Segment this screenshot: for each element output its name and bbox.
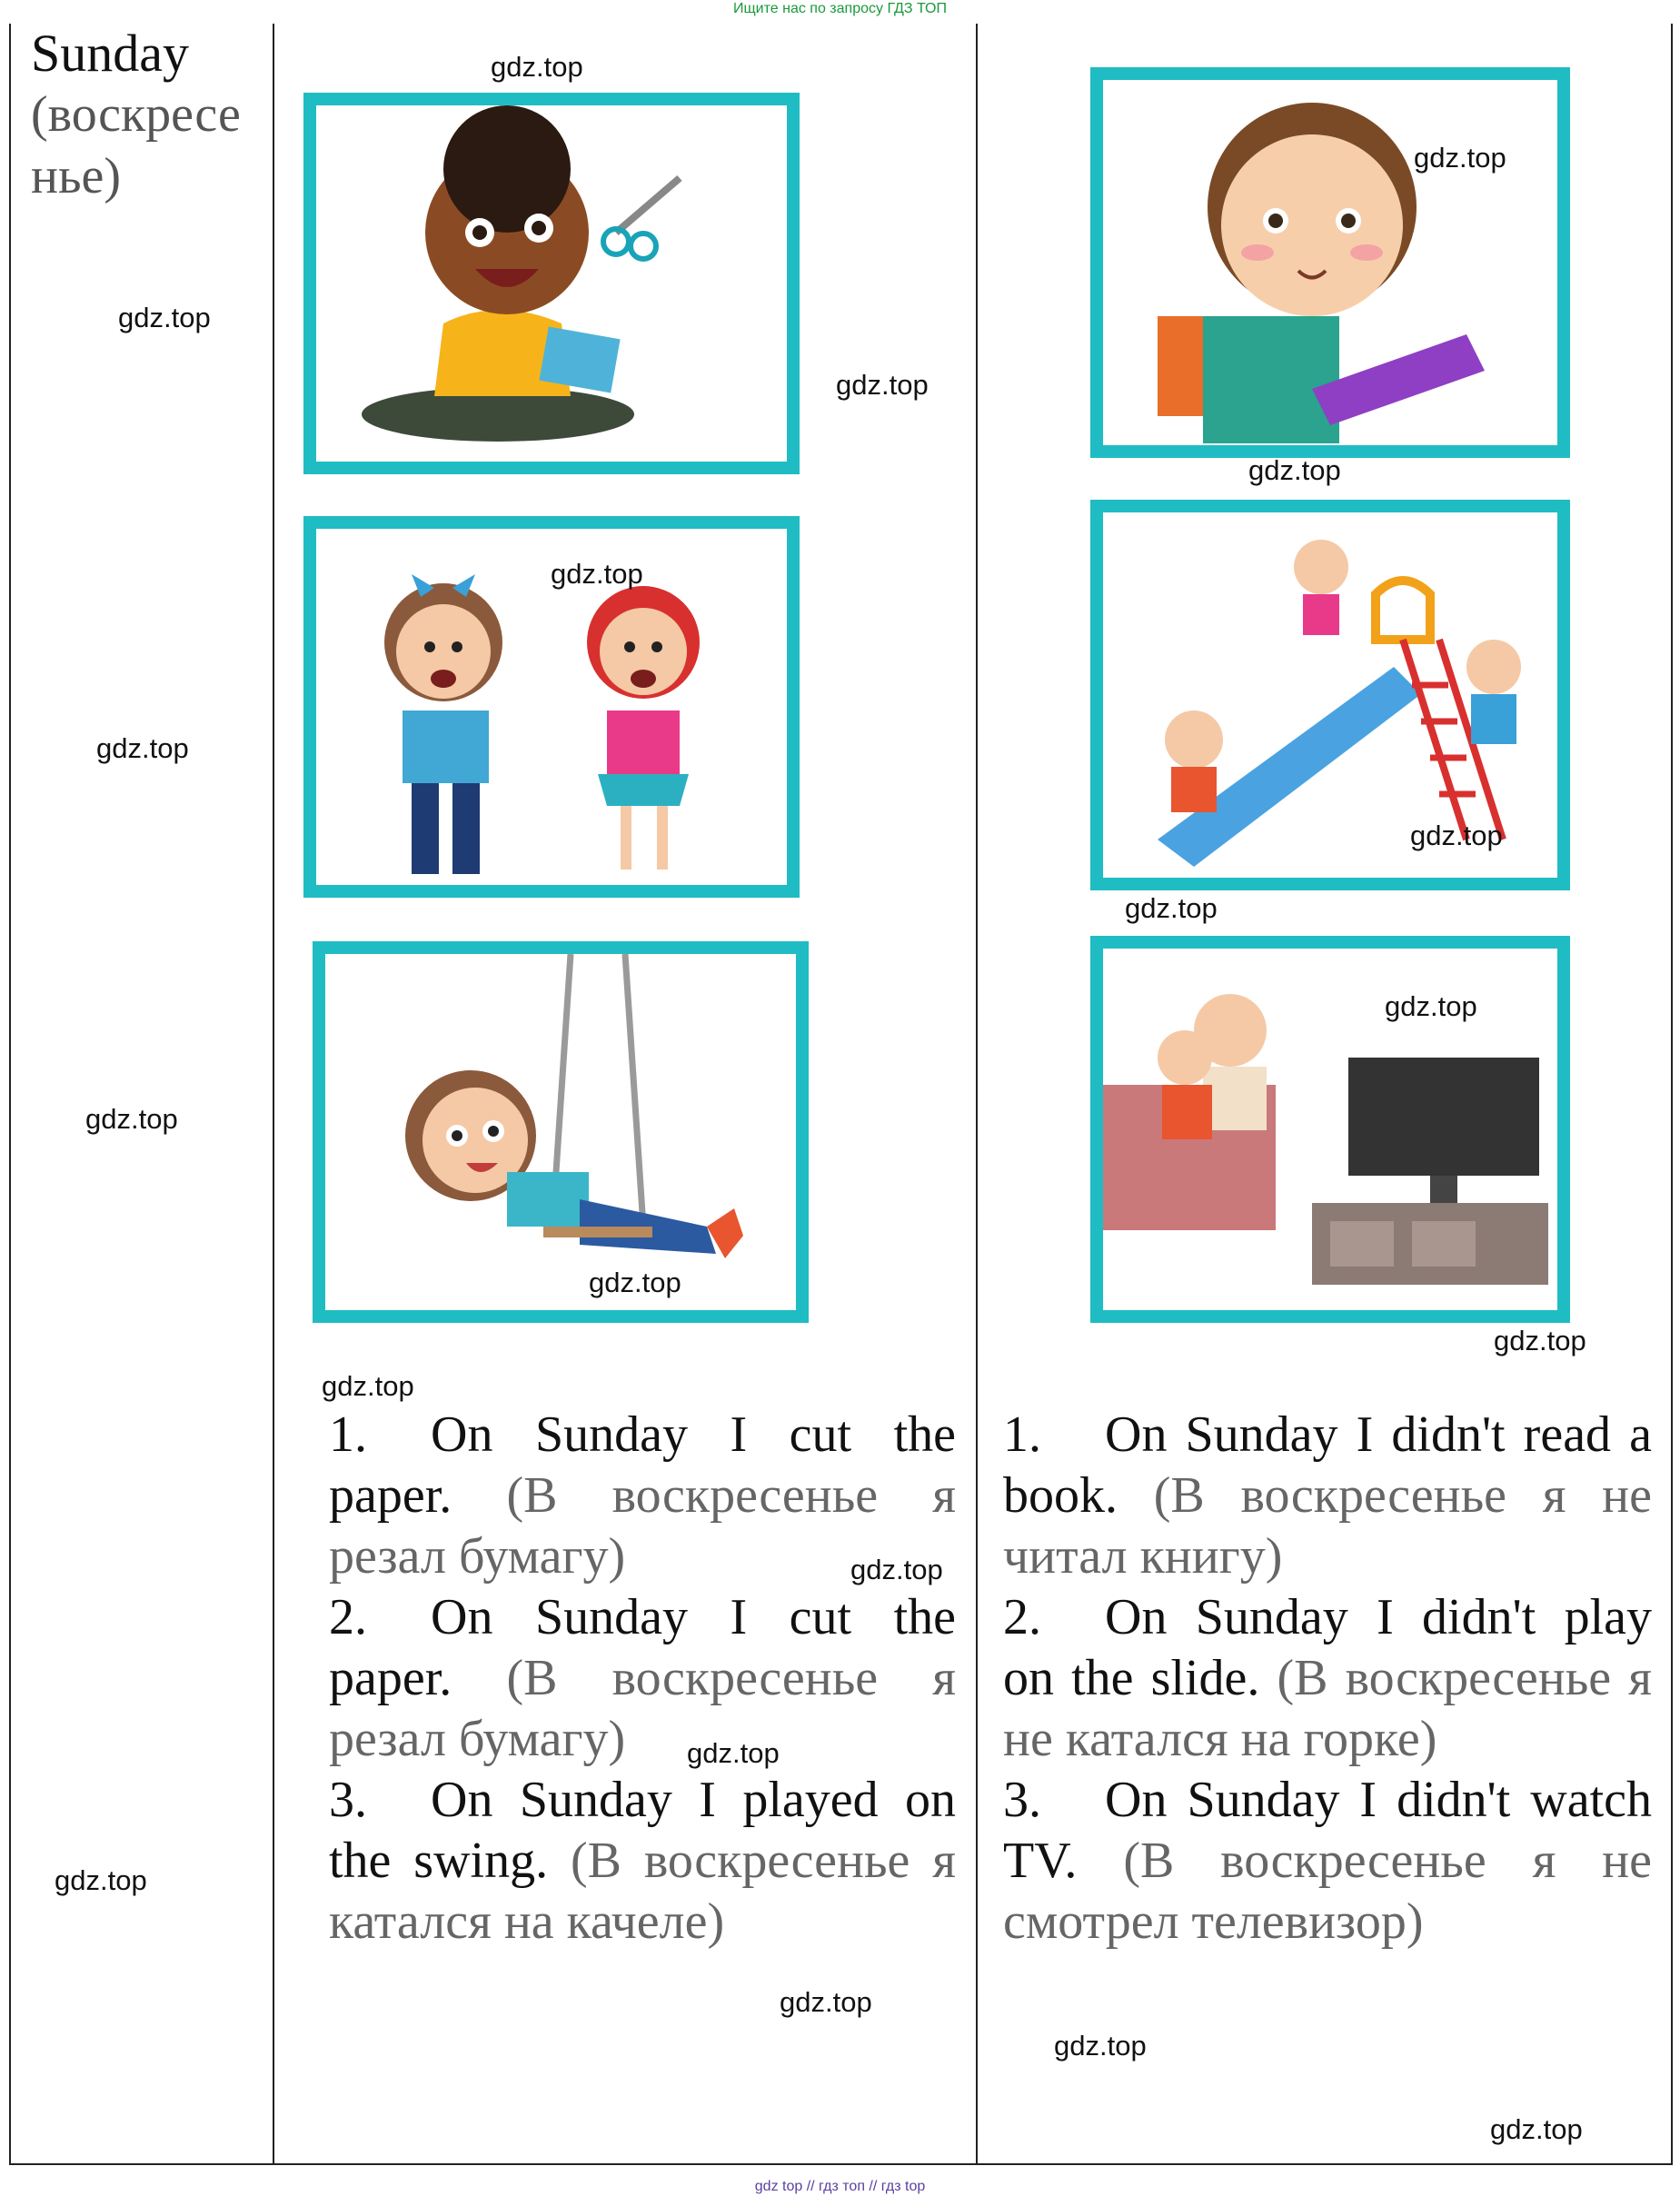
table-bottom-border — [9, 2163, 1673, 2165]
watermark: gdz.top — [1494, 1325, 1586, 1356]
picture-boy-cutting-paper — [303, 93, 800, 474]
watermark: gdz.top — [1410, 820, 1503, 851]
bottom-banner: gdz top // гдз топ // гдз top — [754, 2179, 926, 2194]
top-banner: Ищите нас по запросу ГДЗ ТОП — [733, 1, 947, 16]
watermark: gdz.top — [850, 1554, 943, 1585]
watermark: gdz.top — [322, 1370, 414, 1402]
boy-cutting-paper-icon — [316, 105, 787, 462]
watermark: gdz.top — [687, 1737, 780, 1769]
watermark: gdz.top — [836, 369, 929, 401]
watermark: gdz.top — [1385, 990, 1477, 1022]
watermark: gdz.top — [1248, 454, 1341, 486]
girl-on-swing-icon — [325, 954, 796, 1310]
day-subtitle: (воскресенье) — [31, 86, 241, 204]
watermark: gdz.top — [1414, 142, 1506, 174]
picture-girl-on-swing — [313, 941, 809, 1323]
watermark: gdz.top — [1490, 2113, 1583, 2145]
sentence-right-1: 1. On Sunday I didn't read a book. (В воскресенье я не читал книгу) — [1003, 1406, 1653, 1585]
sentence-right-2: 2. On Sunday I didn't play on the slide. (В воскресенье я не катался на горке) — [1003, 1589, 1653, 1767]
day-title: Sunday — [31, 24, 189, 83]
watermark: gdz.top — [118, 302, 211, 333]
picture-boy-reading-book — [1090, 67, 1570, 458]
boy-reading-book-icon — [1103, 80, 1557, 445]
watermark: gdz.top — [96, 732, 189, 764]
sentences-right — [1003, 1405, 1652, 1953]
family-watching-tv-icon — [1103, 949, 1557, 1310]
watermark: gdz.top — [85, 1103, 178, 1135]
table-divider-2 — [976, 24, 978, 2163]
watermark: gdz.top — [551, 558, 643, 590]
table-border-right — [1671, 24, 1673, 2163]
watermark: gdz.top — [780, 1986, 872, 2018]
sentence-left-3: 3. On Sunday I played on the swing. (В воскресенье я катался на качеле) — [329, 1772, 956, 1950]
sentence-right-3: 3. On Sunday I didn't watch TV. (В воскресенье я не смотрел телевизор) — [1003, 1772, 1653, 1950]
watermark: gdz.top — [1054, 2030, 1147, 2062]
watermark: gdz.top — [1125, 892, 1218, 924]
table-divider-1 — [273, 24, 274, 2163]
sentence-left-1: 1. On Sunday I cut the paper. (В воскресенье я резал бумагу) — [329, 1406, 957, 1585]
table-border-left — [9, 24, 11, 2163]
picture-family-watching-tv — [1090, 936, 1570, 1323]
watermark: gdz.top — [491, 51, 583, 83]
sentence-left-2: 2. On Sunday I cut the paper. (В воскресенье я резал бумагу) — [329, 1589, 957, 1767]
watermark: gdz.top — [55, 1864, 147, 1896]
watermark: gdz.top — [589, 1267, 681, 1298]
sentences-left — [329, 1405, 956, 1953]
